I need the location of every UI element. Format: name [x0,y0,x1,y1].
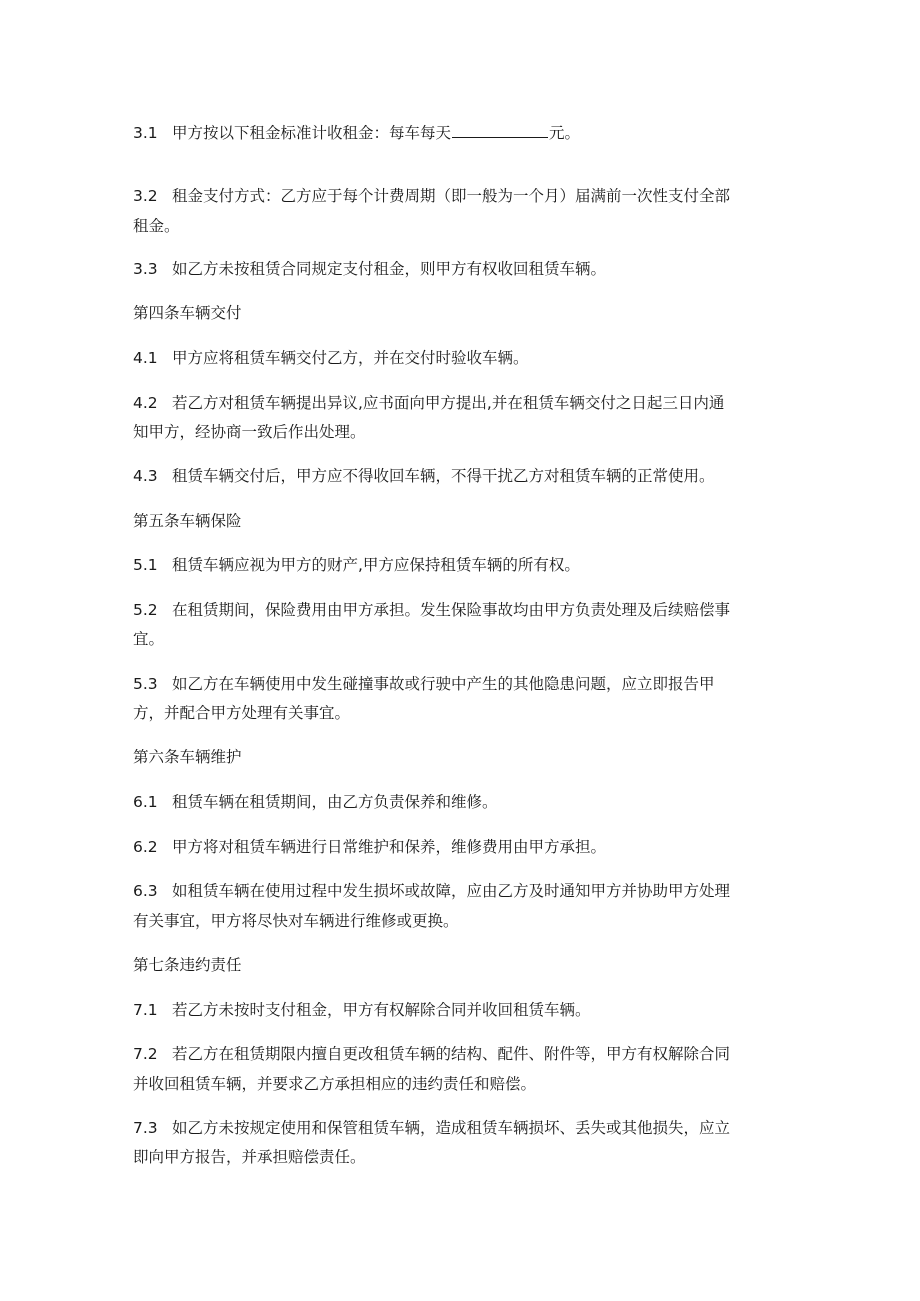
clause-6-2 [133,837,793,857]
clause-7-3 [133,1118,793,1138]
clause-text: 若乙方对租赁车辆提出异议,应书面向甲方提出,并在租赁车辆交付之日起三日内通 [172,394,725,412]
clause-text-cont: 知甲方，经协商一致后作出处理。 [133,423,366,441]
fill-in-blank [452,122,548,138]
clause-text: 如乙方未按规定使用和保管租赁车辆，造成租赁车辆损坏、丢失或其他损失，应立 [172,1119,731,1137]
clause-text: 租赁车辆在租赁期间，由乙方负责保养和维修。 [172,793,498,811]
clause-3-2 [133,186,793,206]
clause-number: 5.3 [133,675,158,693]
clause-text: 在租赁期间，保险费用由甲方承担。发生保险事故均由甲方负责处理及后续赔偿事 [172,601,731,619]
clause-text-suffix: 元。 [549,124,581,142]
clause-number: 4.3 [133,467,158,485]
clause-7-3-cont [133,1147,793,1167]
clause-4-1 [133,348,793,368]
clause-5-1 [133,555,793,575]
clause-number: 4.2 [133,394,158,412]
clause-text-cont: 方，并配合甲方处理有关事宜。 [133,704,351,722]
clause-7-2 [133,1044,793,1064]
clause-number: 7.1 [133,1001,158,1019]
clause-4-2 [133,393,793,413]
clause-text: 租赁车辆应视为甲方的财产,甲方应保持租赁车辆的所有权。 [172,556,580,574]
section-heading-5: 第五条车辆保险 [133,512,242,530]
clause-5-3 [133,674,793,694]
section-heading-7: 第七条违约责任 [133,956,242,974]
clause-text-cont: 宜。 [133,630,165,648]
clause-number: 5.2 [133,601,158,619]
clause-3-2-cont [133,216,793,236]
clause-number: 3.1 [133,124,158,142]
clause-text: 租金支付方式：乙方应于每个计费周期（即一般为一个月）届满前一次性支付全部 [172,187,731,205]
clause-text: 租赁车辆交付后，甲方应不得收回车辆，不得干扰乙方对租赁车辆的正常使用。 [172,467,715,485]
clause-text: 若乙方在租赁期限内擅自更改租赁车辆的结构、配件、附件等，甲方有权解除合同 [172,1045,731,1063]
clause-number: 4.1 [133,349,158,367]
clause-number: 5.1 [133,556,158,574]
clause-text: 甲方将对租赁车辆进行日常维护和保养，维修费用由甲方承担。 [172,838,607,856]
clause-6-3-cont [133,911,793,931]
clause-7-1 [133,1000,793,1020]
section-heading-6: 第六条车辆维护 [133,748,242,766]
clause-text: 如乙方未按租赁合同规定支付租金，则甲方有权收回租赁车辆。 [172,260,607,278]
clause-7-2-cont [133,1074,793,1094]
clause-4-2-cont [133,422,793,442]
clause-text: 甲方按以下租金标准计收租金：每车每天 [172,124,452,142]
clause-text: 如租赁车辆在使用过程中发生损坏或故障，应由乙方及时通知甲方并协助甲方处理 [172,882,731,900]
clause-5-2 [133,600,793,620]
clause-6-3 [133,881,793,901]
clause-text-cont: 有关事宜，甲方将尽快对车辆进行维修或更换。 [133,912,459,930]
clause-text-cont: 租金。 [133,217,180,235]
clause-text: 甲方应将租赁车辆交付乙方，并在交付时验收车辆。 [172,349,529,367]
clause-number: 6.3 [133,882,158,900]
clause-number: 6.2 [133,838,158,856]
section-heading-4: 第四条车辆交付 [133,304,242,322]
clause-6-1 [133,792,793,812]
clause-number: 3.2 [133,187,158,205]
clause-text: 如乙方在车辆使用中发生碰撞事故或行驶中产生的其他隐患问题，应立即报告甲 [172,675,715,693]
clause-number: 6.1 [133,793,158,811]
clause-3-3 [133,259,793,279]
clause-4-3 [133,466,793,486]
clause-text-cont: 即向甲方报告，并承担赔偿责任。 [133,1148,366,1166]
clause-number: 7.2 [133,1045,158,1063]
clause-text: 若乙方未按时支付租金，甲方有权解除合同并收回租赁车辆。 [172,1001,591,1019]
clause-number: 3.3 [133,260,158,278]
clause-3-1 [133,122,793,143]
clause-5-2-cont [133,629,793,649]
clause-number: 7.3 [133,1119,158,1137]
clause-5-3-cont [133,703,793,723]
clause-text-cont: 并收回租赁车辆，并要求乙方承担相应的违约责任和赔偿。 [133,1075,537,1093]
